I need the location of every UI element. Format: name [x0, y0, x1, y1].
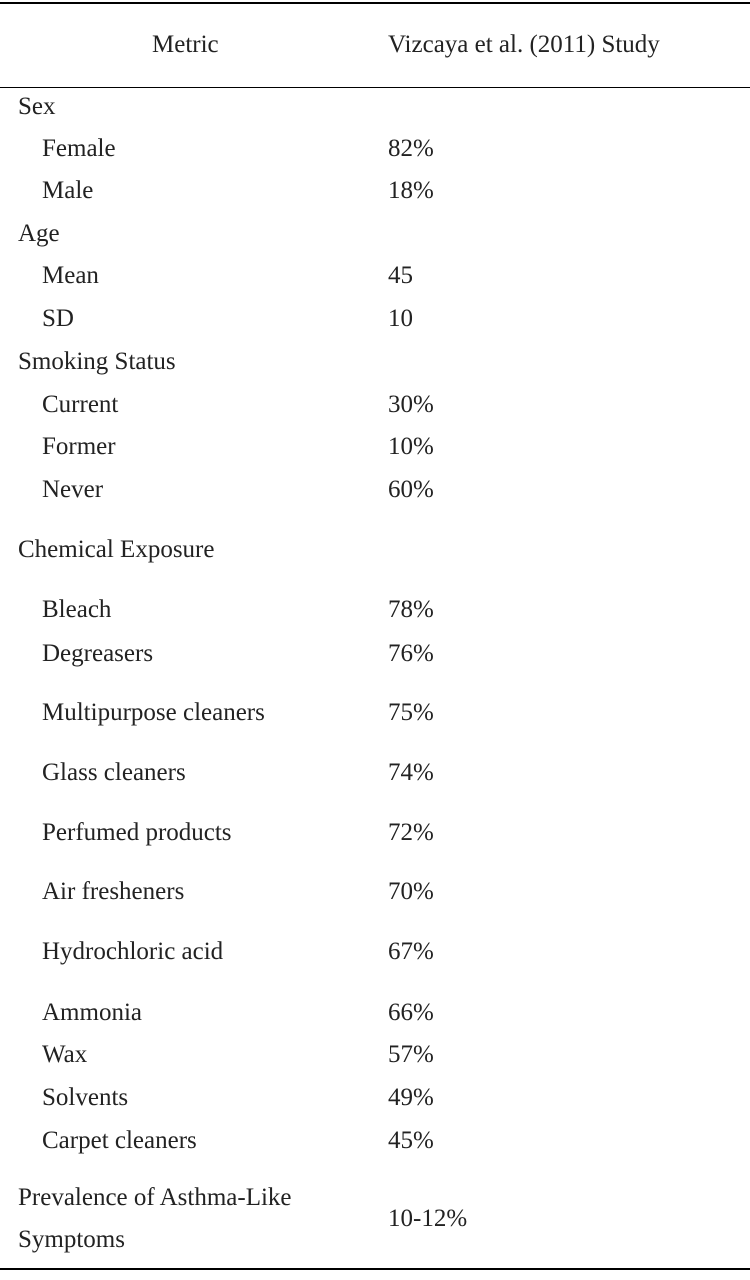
row-value-degreasers: 76% [388, 640, 434, 667]
row-value-female: 82% [388, 135, 434, 162]
row-value-never: 60% [388, 476, 434, 503]
row-value-former: 10% [388, 433, 434, 460]
row-label-carpet-cleaners: Carpet cleaners [42, 1127, 197, 1154]
row-label-multipurpose-cleaners: Multipurpose cleaners [42, 699, 265, 726]
row-value-hydrochloric-acid: 67% [388, 938, 434, 965]
row-label-solvents: Solvents [42, 1084, 129, 1111]
section-sex: Sex [18, 93, 56, 120]
row-label-current: Current [42, 391, 119, 418]
row-label-ammonia: Ammonia [42, 999, 142, 1026]
header-metric: Metric [152, 31, 219, 58]
row-label-wax: Wax [42, 1041, 88, 1068]
row-label-glass-cleaners: Glass cleaners [42, 759, 186, 786]
row-value-solvents: 49% [388, 1084, 434, 1111]
row-label-perfumed-products: Perfumed products [42, 819, 232, 846]
row-label-hydrochloric-acid: Hydrochloric acid [42, 938, 224, 965]
section-age: Age [18, 220, 60, 247]
header-study: Vizcaya et al. (2011) Study [388, 31, 660, 58]
row-value-sd: 10 [388, 305, 413, 332]
row-label-air-fresheners: Air fresheners [42, 878, 185, 905]
row-value-wax: 57% [388, 1041, 434, 1068]
row-label-degreasers: Degreasers [42, 640, 154, 667]
row-label-sd: SD [42, 305, 74, 332]
row-value-multipurpose-cleaners: 75% [388, 699, 434, 726]
header-rule [0, 87, 750, 88]
row-label-prevalence-asthma-like-symptoms: Prevalence of Asthma-Like Symptoms [18, 1184, 292, 1253]
section-smoking-status: Smoking Status [18, 348, 176, 375]
row-label-former: Former [42, 433, 116, 460]
row-value-perfumed-products: 72% [388, 819, 434, 846]
row-value-male: 18% [388, 177, 434, 204]
row-value-carpet-cleaners: 45% [388, 1127, 434, 1154]
row-value-bleach: 78% [388, 596, 434, 623]
row-value-prevalence-asthma-like-symptoms: 10-12% [388, 1205, 468, 1232]
row-label-female: Female [42, 135, 116, 162]
row-label-bleach: Bleach [42, 596, 112, 623]
section-chemical-exposure: Chemical Exposure [18, 536, 215, 563]
row-label-mean: Mean [42, 262, 99, 289]
row-value-mean: 45 [388, 262, 413, 289]
row-value-ammonia: 66% [388, 999, 434, 1026]
row-value-glass-cleaners: 74% [388, 759, 434, 786]
top-rule [0, 2, 750, 4]
row-value-current: 30% [388, 391, 434, 418]
row-value-air-fresheners: 70% [388, 878, 434, 905]
row-label-never: Never [42, 476, 104, 503]
row-label-male: Male [42, 177, 94, 204]
bottom-rule [0, 1268, 750, 1270]
